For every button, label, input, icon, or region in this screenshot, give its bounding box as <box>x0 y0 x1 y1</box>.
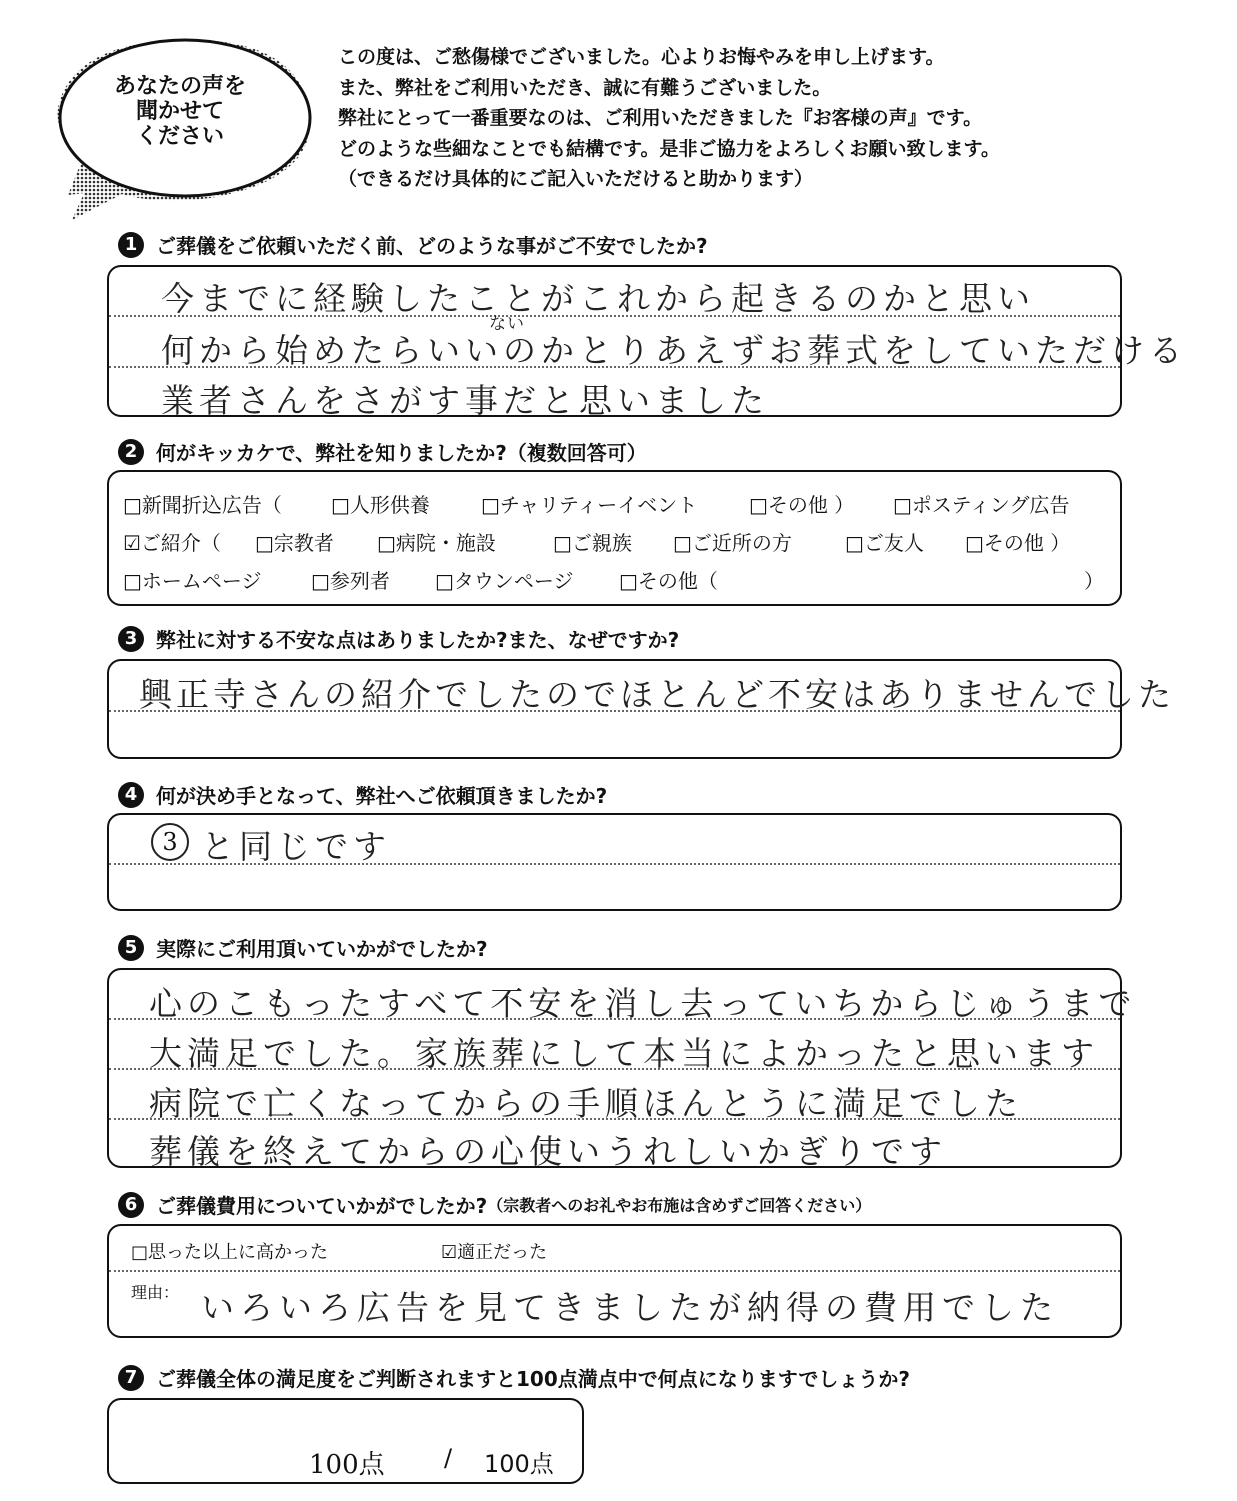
checkbox-option[interactable]: □その他（ <box>619 569 718 593</box>
handwritten-answer: 何から始めたらいいのかとりあえずお葬式をしていただける <box>161 331 1187 370</box>
bracket-close: ） <box>1084 569 1104 593</box>
reason-label: 理由： <box>131 1283 180 1302</box>
question-7-title: 7 ご葬儀全体の満足度をご判断されますと100点満点中で何点になりますでしょうか? <box>118 1363 910 1392</box>
handwritten-answer: と同じです <box>201 827 391 866</box>
checkbox-option-checked[interactable]: ☑ご紹介（ <box>123 531 221 555</box>
handwritten-answer: 病院で亡くなってからの手順ほんとうに満足でした <box>149 1084 1023 1123</box>
answer-box-4[interactable] <box>107 813 1122 911</box>
answer-box-6 <box>107 1224 1122 1338</box>
handwritten-answer: 業者さんをさがす事だと思いました <box>161 381 769 420</box>
options-box-2 <box>107 470 1122 606</box>
checkbox-option[interactable]: □ポスティング広告 <box>893 493 1070 517</box>
score-max: 100点 <box>484 1450 554 1478</box>
checkbox-option[interactable]: □ホームページ <box>123 569 262 593</box>
checkbox-option[interactable]: □宗教者 <box>255 531 334 555</box>
handwritten-answer: 今までに経験したことがこれから起きるのかと思い <box>161 279 1035 318</box>
question-number: 5 <box>118 935 144 961</box>
score-separator: / <box>444 1444 453 1472</box>
question-5-title: 5 実際にご利用頂いていかがでしたか? <box>118 933 488 962</box>
checkbox-option[interactable]: □タウンページ <box>435 569 574 593</box>
checkbox-option[interactable]: □その他 ） <box>749 493 855 517</box>
question-6-title: 6 ご葬儀費用についていかがでしたか? （宗教者へのお礼やお布施は含めずご回答ください） <box>118 1190 871 1219</box>
intro-line: どのような些細なことでも結構です。是非ご協力をよろしくお願い致します。 <box>338 137 1000 160</box>
question-number: 4 <box>118 782 144 808</box>
question-2-title: 2 何がキッカケで、弊社を知りましたか?（複数回答可） <box>118 437 647 466</box>
checkbox-option[interactable]: □新聞折込広告（ <box>123 493 282 517</box>
checkbox-option[interactable]: □その他 ） <box>965 531 1071 555</box>
handwritten-answer: 大満足でした。家族葬にして本当によかったと思います <box>149 1034 1099 1073</box>
intro-line: また、弊社をご利用いただき、誠に有難うございました。 <box>338 76 832 99</box>
checkbox-option[interactable]: □参列者 <box>311 569 390 593</box>
question-number: 2 <box>118 439 144 465</box>
question-4-title: 4 何が決め手となって、弊社へご依頼頂きましたか? <box>118 780 607 809</box>
checkbox-option[interactable]: □思った以上に高かった <box>131 1242 329 1263</box>
answer-box-1[interactable] <box>107 265 1187 420</box>
handwritten-answer: 心のこもったすべて不安を消し去っていちからじゅうまで <box>149 984 1137 1023</box>
answer-box-3[interactable] <box>107 659 1175 759</box>
score-value: 100点 <box>309 1450 385 1480</box>
question-number: 6 <box>118 1192 144 1218</box>
intro-line: この度は、ご愁傷様でございました。心よりお悔やみを申し上げます。 <box>338 46 945 68</box>
checkbox-option-checked[interactable]: ☑適正だった <box>441 1242 548 1263</box>
intro-line: 弊社にとって一番重要なのは、ご利用いただきました『お客様の声』です。 <box>338 107 983 129</box>
checkbox-option[interactable]: □病院・施設 <box>377 531 496 555</box>
handwritten-insert: ない <box>489 314 525 334</box>
question-number: 7 <box>118 1365 144 1391</box>
bubble-text: あなたの声を 聞かせて ください <box>113 74 246 149</box>
intro-text <box>338 42 1218 195</box>
intro-line: （できるだけ具体的にご記入いただけると助かります） <box>338 168 814 190</box>
question-1-title: 1 ご葬儀をご依頼いただく前、どのような事がご不安でしたか? <box>118 230 708 259</box>
checkbox-option[interactable]: □人形供養 <box>331 493 430 517</box>
answer-box-5[interactable] <box>107 968 1137 1171</box>
handwritten-answer: 葬儀を終えてからの心使いうれしいかぎりです <box>149 1132 947 1171</box>
circled-number: 3 <box>151 823 189 861</box>
handwritten-answer: 興正寺さんの紹介でしたのでほとんど不安はありませんでした <box>139 675 1175 714</box>
handwritten-answer[interactable]: いろいろ広告を見てきましたが納得の費用でした <box>201 1288 1059 1327</box>
checkbox-option[interactable]: □ご友人 <box>845 531 924 555</box>
question-6-note: （宗教者へのお礼やお布施は含めずご回答ください） <box>487 1196 872 1215</box>
score-box[interactable] <box>107 1398 584 1484</box>
question-number: 3 <box>118 626 144 652</box>
question-number: 1 <box>118 232 144 258</box>
checkbox-option[interactable]: □ご近所の方 <box>673 531 792 555</box>
question-3-title: 3 弊社に対する不安な点はありましたか?また、なぜですか? <box>118 624 679 653</box>
checkbox-option[interactable]: □チャリティーイベント <box>481 493 698 517</box>
checkbox-option[interactable]: □ご親族 <box>553 531 632 555</box>
